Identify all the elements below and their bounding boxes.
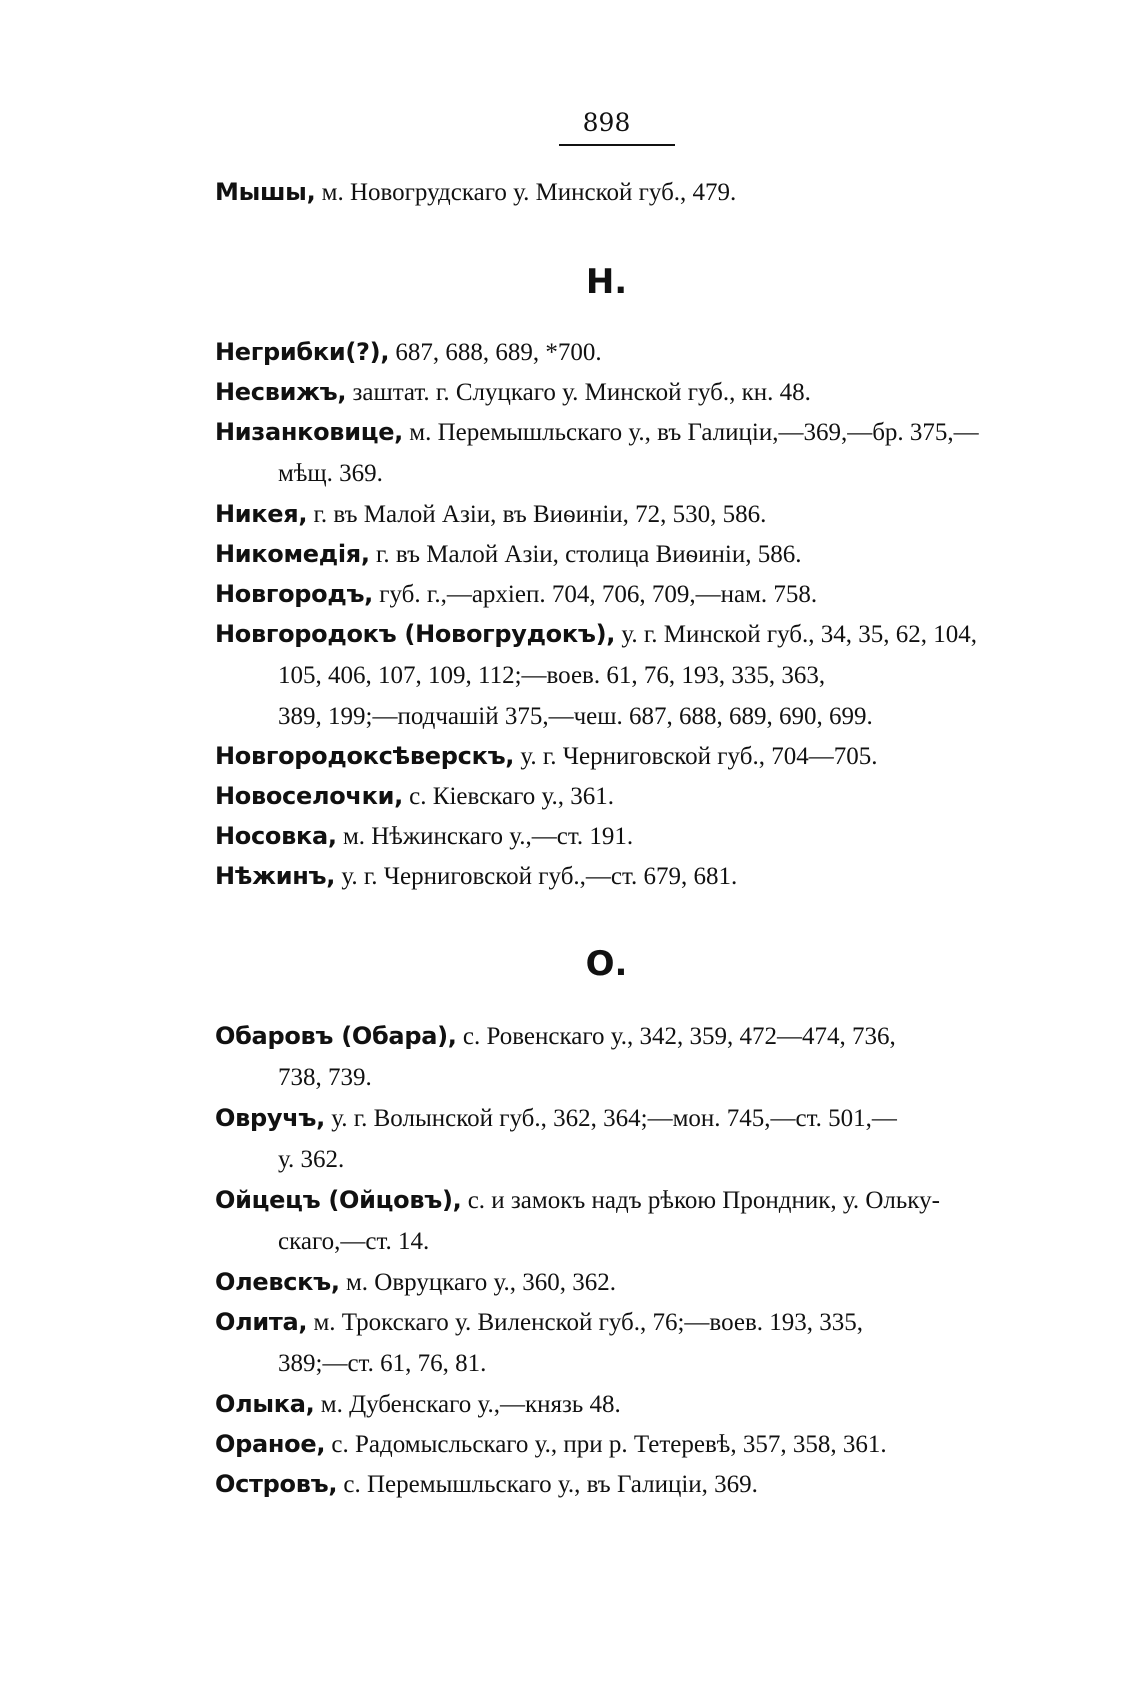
entry-text: м. Перемышльскаго у., въ Галиціи,—369,—бр. 375,— — [403, 419, 979, 446]
index-entry — [215, 494, 1015, 535]
entry-heading: Носовка, — [215, 822, 337, 850]
entry-text: 687, 688, 689, *700. — [389, 339, 602, 366]
entry-text: м. Дубенскаго у.,—князь 48. — [314, 1391, 621, 1418]
entry-text: г. въ Малой Азіи, въ Виѳиніи, 72, 530, 586. — [307, 501, 767, 528]
entry-text: с. Радомысльскаго у., при р. Тетеревѣ, 357, 358, 361. — [325, 1431, 887, 1458]
entry-text: у. г. Черниговской губ.,—ст. 679, 681. — [335, 863, 738, 890]
index-entry — [215, 776, 1015, 817]
entry-text: с. Перемышльскаго у., въ Галиціи, 369. — [337, 1471, 758, 1498]
index-entry — [215, 1384, 1015, 1425]
entry-text: у. г. Минской губ., 34, 35, 62, 104, — [615, 621, 977, 648]
index-entry — [215, 332, 1015, 373]
entry-heading: Низанковице, — [215, 418, 403, 446]
entry-heading: Мышы, — [215, 178, 316, 206]
page-number-rule — [559, 144, 675, 146]
index-entry — [215, 816, 1015, 857]
entry-text: губ. г.,—архіеп. 704, 706, 709,—нам. 758. — [373, 581, 818, 608]
index-entry — [215, 372, 1015, 413]
index-entry — [215, 1180, 1015, 1262]
entry-continuation: 389;—ст. 61, 76, 81. — [278, 1350, 487, 1377]
entry-text: м. Овруцкаго у., 360, 362. — [339, 1269, 616, 1296]
index-entry-myshy — [215, 172, 1015, 213]
entry-text: с. и замокъ надъ рѣкою Прондник, у. Ольку- — [461, 1187, 940, 1214]
entry-text: заштат. г. Слуцкаго у. Минской губ., кн. 48. — [346, 379, 811, 406]
index-entry — [215, 1302, 1015, 1384]
entry-heading: Обаровъ (Обара), — [215, 1022, 457, 1050]
entry-heading: Новоселочки, — [215, 782, 403, 810]
index-entry — [215, 1262, 1015, 1303]
entry-continuation: 389, 199;—подчашій 375,—чеш. 687, 688, 689, 690, 699. — [278, 703, 873, 730]
entry-text: у. г. Волынской губ., 362, 364;—мон. 745,—ст. 501,— — [324, 1105, 897, 1132]
entry-heading: Островъ, — [215, 1470, 338, 1498]
entry-heading: Ораное, — [215, 1430, 326, 1458]
entry-continuation: мѣщ. 369. — [278, 460, 383, 487]
entry-heading: Ойцецъ (Ойцовъ), — [215, 1186, 462, 1214]
entry-heading: Олевскъ, — [215, 1268, 340, 1296]
entry-text: у. г. Черниговской губ., 704—705. — [514, 743, 878, 770]
entry-heading: Олыка, — [215, 1390, 315, 1418]
index-entry — [215, 534, 1015, 575]
page-number: 898 — [582, 108, 631, 137]
entry-heading: Новгородокъ (Новогрудокъ), — [215, 620, 616, 648]
index-entry — [215, 1424, 1015, 1465]
entry-text: м. Нѣжинскаго у.,—ст. 191. — [336, 823, 634, 850]
index-entry — [215, 1016, 1015, 1098]
entry-text: м. Трокскаго у. Виленской губ., 76;—воев. 193, 335, — [307, 1309, 864, 1336]
entry-heading: Овручъ, — [215, 1104, 325, 1132]
index-entry — [215, 614, 1015, 737]
entry-heading: Новгородоксѣверскъ, — [215, 742, 515, 770]
entry-text: г. въ Малой Азіи, столица Виѳиніи, 586. — [369, 541, 802, 568]
section-heading-n: Н. — [585, 262, 628, 302]
entry-continuation: 738, 739. — [278, 1064, 372, 1091]
index-entry — [215, 856, 1015, 897]
index-entry — [215, 574, 1015, 615]
entry-heading: Олита, — [215, 1308, 308, 1336]
entry-heading: Новгородъ, — [215, 580, 373, 608]
entry-heading: Несвижъ, — [215, 378, 347, 406]
entry-heading: Нѣжинъ, — [215, 862, 336, 890]
entry-continuation: 105, 406, 107, 109, 112;—воев. 61, 76, 193, 335, 363, — [278, 662, 826, 689]
index-entry — [215, 1464, 1015, 1505]
index-entry — [215, 412, 1015, 494]
entry-continuation: у. 362. — [278, 1146, 345, 1173]
index-entry — [215, 736, 1015, 777]
entry-text: м. Новогрудскаго у. Минской губ., 479. — [315, 179, 737, 206]
entry-heading: Никомедія, — [215, 540, 370, 568]
section-heading-o: О. — [585, 944, 628, 984]
index-entry — [215, 1098, 1015, 1180]
entry-text: с. Кіевскаго у., 361. — [402, 783, 614, 810]
entry-text: с. Ровенскаго у., 342, 359, 472—474, 736, — [456, 1023, 896, 1050]
entry-heading: Негрибки(?), — [215, 338, 390, 366]
entry-heading: Никея, — [215, 500, 308, 528]
entry-continuation: скаго,—ст. 14. — [278, 1228, 430, 1255]
